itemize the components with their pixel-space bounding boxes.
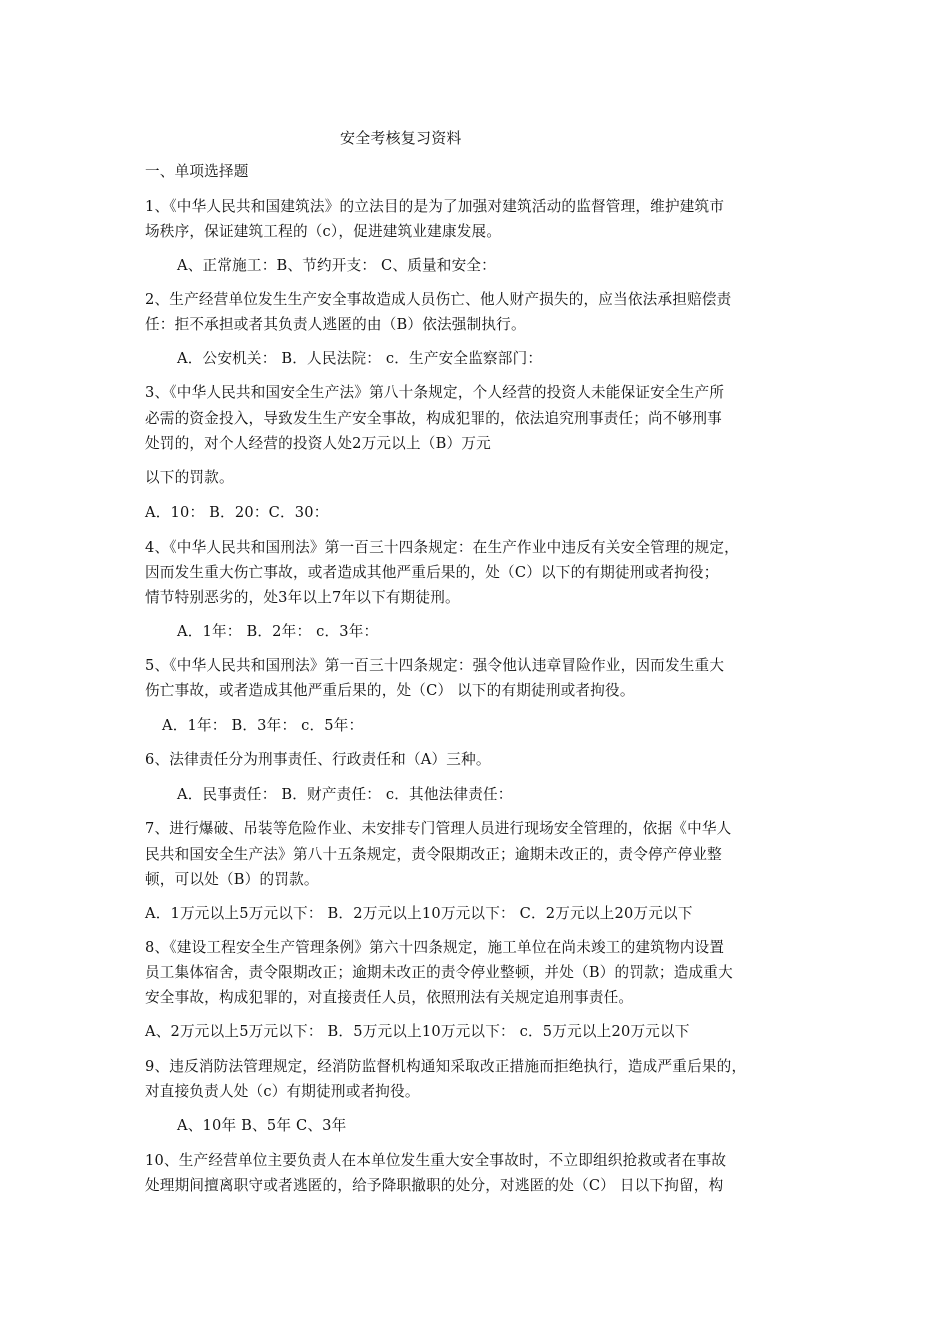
text-line: 必需的资金投入，导致发生生产安全事故，构成犯罪的，依法追究刑事责任；尚不够刑事 [145,410,722,427]
text-line: 伤亡事故，或者造成其他严重后果的，处（C） 以下的有期徒刑或者拘役。 [145,682,635,699]
answer-options: A、2万元以上5万元以下： B．5万元以上10万元以下： c．5万元以上20万元以下 [145,1023,690,1040]
text-line: 10、生产经营单位主要负责人在本单位发生重大安全事故时，不立即组织抢救或者在事故 [145,1152,727,1169]
text-line: 任：拒不承担或者其负责人逃匿的由（B）依法强制执行。 [145,316,526,333]
text-line: 情节特别恶劣的，处3年以上7年以下有期徒刑。 [145,589,460,606]
text-line: 5、《中华人民共和国刑法》第一百三十四条规定：强令他认违章冒险作业，因而发生重大 [145,657,725,674]
text-line: 6、法律责任分为刑事责任、行政责任和（A）三种。 [145,751,491,768]
answer-options: A．1年： B．3年： c．5年： [162,717,364,734]
answer-options: A、正常施工：B、节约开支： C、质量和安全： [177,257,496,274]
text-line: 因而发生重大伤亡事故，或者造成其他严重后果的，处（C）以下的有期徒刑或者拘役； [145,564,719,581]
text-line: 4、《中华人民共和国刑法》第一百三十四条规定：在生产作业中违反有关安全管理的规定， [145,539,739,556]
text-line: 2、生产经营单位发生生产安全事故造成人员伤亡、他人财产损失的，应当依法承担赔偿责 [145,291,732,308]
text-line: 3、《中华人民共和国安全生产法》第八十条规定，个人经营的投资人未能保证安全生产所 [145,384,725,401]
text-line: 处理期间擅离职守或者逃匿的，给予降职撤职的处分，对逃匿的处（C） 日以下拘留，构 [145,1177,724,1194]
answer-options: A、10年 B、5年 C、3年 [177,1117,347,1134]
text-line: 安全事故，构成犯罪的，对直接责任人员，依照刑法有关规定追刑事责任。 [145,989,634,1006]
text-line: 以下的罚款。 [145,469,234,486]
answer-options: A．1年： B．2年： c．3年： [177,623,379,640]
text-line: 民共和国安全生产法》第八十五条规定，责令限期改正；逾期未改正的，责令停产停业整 [145,846,722,863]
text-line: 场秩序，保证建筑工程的（c），促进建筑业建康发展。 [145,223,502,240]
section-heading: 一、单项选择题 [145,163,249,180]
text-line: 8、《建设工程安全生产管理条例》第六十四条规定，施工单位在尚未竣工的建筑物内设置 [145,939,725,956]
text-line: 顿，可以处（B）的罚款。 [145,871,319,888]
text-line: 对直接负责人处（c）有期徒刑或者拘役。 [145,1083,420,1100]
text-line: 7、进行爆破、吊装等危险作业、未安排专门管理人员进行现场安全管理的，依据《中华人 [145,820,732,837]
answer-options: A．公安机关： B．人民法院： c．生产安全监察部门： [177,350,543,367]
answer-options: A．10： B．20：C．30： [145,504,329,521]
answer-options: A．民事责任： B．财产责任： c．其他法律责任： [177,786,513,803]
text-line: 9、违反消防法管理规定，经消防监督机构通知采取改正措施而拒绝执行，造成严重后果的， [145,1058,747,1075]
document-title: 安全考核复习资料 [340,129,462,147]
text-line: 1、《中华人民共和国建筑法》的立法目的是为了加强对建筑活动的监督管理，维护建筑市 [145,198,725,215]
answer-options: A．1万元以上5万元以下： B．2万元以上10万元以下： C．2万元以上20万元以下 [145,905,693,922]
text-line: 员工集体宿舍，责令限期改正；逾期未改正的责令停业整顿，并处（B）的罚款；造成重大 [145,964,733,981]
text-line: 处罚的，对个人经营的投资人处2万元以上（B）万元 [145,435,491,452]
